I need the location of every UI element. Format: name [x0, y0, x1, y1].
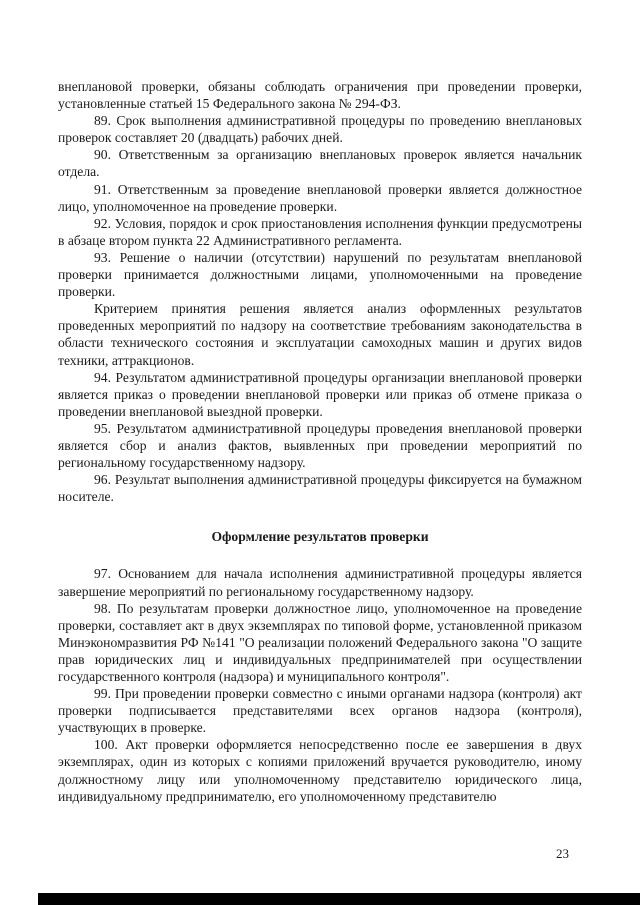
paragraph-criterion: Критерием принятия решения является анализ оформленных результатов проведенных мероприятий по надзору на соответствие требованиям законодательства в области технического состояния и эксплуатации самоходных машин и других видов техники, аттракционов. [58, 301, 582, 368]
paragraph-91: 91. Ответственным за проведение внеплановой проверки является должностное лицо, уполномоченное на проведение проверки. [58, 181, 582, 214]
paragraph-98: 98. По результатам проверки должностное лицо, уполномоченное на проведение проверки, составляет акт в двух экземплярах по типовой форме, установленной приказом Минэкономразвития РФ №141 "О реализации положений Федерального закона "О защите прав юридических лиц и индивидуальных предпринимателей при осуществлении государственного контроля (надзора) и муниципального контроля". [58, 600, 582, 684]
paragraph-92: 92. Условия, порядок и срок приостановления исполнения функции предусмотрены в абзаце втором пункта 22 Административного регламента. [58, 215, 582, 248]
paragraph-100: 100. Акт проверки оформляется непосредственно после ее завершения в двух экземплярах, один из которых с копиями приложений вручается руководителю, иному должностному лицу или уполномоченному представителю юридического лица, индивидуальному предпринимателю, его уполномоченному представителю [58, 737, 582, 804]
page-number: 23 [556, 846, 569, 861]
paragraph-89: 89. Срок выполнения административной процедуры по проведению внеплановых проверок составляет 20 (двадцать) рабочих дней. [58, 113, 582, 146]
paragraph-95: 95. Результатом административной процедуры проведения внеплановой проверки является сбор и анализ фактов, выявленных при проведении мероприятий по региональному государственному надзору. [58, 420, 582, 471]
paragraph-93: 93. Решение о наличии (отсутствии) нарушений по результатам внеплановой проверки принимается должностными лицами, уполномоченными на проведение проверки. [58, 249, 582, 300]
document-body [58, 78, 582, 805]
paragraph-99: 99. При проведении проверки совместно с иными органами надзора (контроля) акт проверки подписывается представителями всех органов надзора (контроля), участвующих в проверке. [58, 686, 582, 736]
paragraph-96: 96. Результат выполнения административной процедуры фиксируется на бумажном носителе. [58, 472, 582, 505]
paragraph-94: 94. Результатом административной процедуры организации внеплановой проверки является приказ о проведении внеплановой проверки или приказ об отмене приказа о проведении внеплановой выездной проверки. [58, 369, 582, 419]
paragraph-90: 90. Ответственным за организацию внеплановых проверок является начальник отдела. [58, 147, 582, 180]
scan-edge-bar [38, 893, 640, 905]
section-heading: Оформление результатов проверки [211, 529, 429, 545]
paragraph-97: 97. Основанием для начала исполнения административной процедуры является завершение мероприятий по региональному государственному надзору. [58, 566, 582, 599]
paragraph-continuation: внеплановой проверки, обязаны соблюдать ограничения при проведении проверки, установленные статьей 15 Федерального закона № 294-ФЗ. [58, 79, 582, 112]
